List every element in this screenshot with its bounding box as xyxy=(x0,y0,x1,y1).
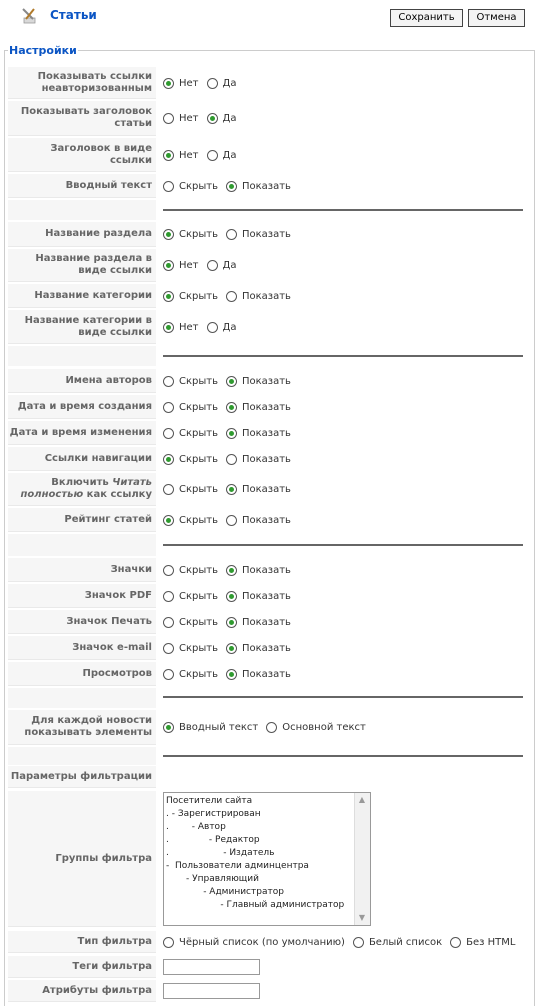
row-label: Теги фильтра xyxy=(8,956,156,978)
option-label: Нет xyxy=(179,113,199,124)
radio-button[interactable] xyxy=(163,428,174,439)
option-label: Показать xyxy=(241,616,291,628)
option-label: Скрыть xyxy=(179,668,218,680)
row-label: Значок Печать xyxy=(8,610,156,634)
option-label: Показать xyxy=(241,427,291,439)
option-show[interactable] xyxy=(226,515,291,526)
option-label: Да xyxy=(222,321,237,333)
option-show[interactable] xyxy=(226,565,291,576)
option-no[interactable] xyxy=(163,322,199,333)
settings-legend: Настройки xyxy=(9,44,77,57)
listbox-option[interactable]: . - Зарегистрирован xyxy=(166,809,261,819)
radio-button[interactable] xyxy=(450,937,461,948)
option-no-html[interactable] xyxy=(450,937,515,948)
radio-button[interactable] xyxy=(207,260,218,271)
option-label: Скрыть xyxy=(179,590,218,602)
row-label: Дата и время создания xyxy=(8,395,156,419)
listbox-option[interactable]: - Администратор xyxy=(166,887,284,897)
option-label: Нет xyxy=(179,149,199,161)
row-nav-links xyxy=(8,446,523,472)
radio-button[interactable] xyxy=(207,78,218,89)
option-hide[interactable] xyxy=(163,291,218,302)
save-button[interactable]: Сохранить xyxy=(390,9,463,27)
listbox-option[interactable]: . - Редактор xyxy=(166,835,260,845)
option-label: Скрыть xyxy=(179,427,218,439)
radio-button[interactable] xyxy=(163,484,174,495)
row-show-title xyxy=(8,100,523,137)
row-icons xyxy=(8,557,523,583)
row-label: Группы фильтра xyxy=(8,791,156,927)
row-label: Имена авторов xyxy=(8,369,156,393)
radio-button[interactable] xyxy=(226,181,237,192)
option-label: Скрыть xyxy=(179,180,218,192)
option-label: Показать xyxy=(241,484,291,495)
radio-button[interactable] xyxy=(226,291,237,302)
row-modified-date xyxy=(8,420,523,446)
readmore-prefix: Включить xyxy=(51,477,113,488)
radio-button[interactable] xyxy=(163,291,174,302)
radio-button[interactable] xyxy=(163,376,174,387)
option-label: Показать xyxy=(241,229,291,240)
scroll-down-icon[interactable]: ▼ xyxy=(358,913,366,922)
filter-attributes-input[interactable] xyxy=(163,983,260,999)
option-label: Да xyxy=(222,260,237,271)
radio-button[interactable] xyxy=(226,643,237,654)
row-filter-type xyxy=(8,930,523,954)
radio-button[interactable] xyxy=(163,617,174,628)
row-label: Ссылки навигации xyxy=(8,447,156,471)
row-title-as-link xyxy=(8,137,523,173)
option-label: Скрыть xyxy=(179,453,218,465)
option-label: Да xyxy=(222,77,237,89)
row-filter-groups xyxy=(8,790,523,928)
readmore-italic: Читать полностью xyxy=(20,477,152,500)
row-author-names xyxy=(8,368,523,394)
option-label: Скрыть xyxy=(179,375,218,387)
option-hide[interactable] xyxy=(163,484,218,495)
option-show[interactable] xyxy=(226,376,291,387)
listbox-option[interactable]: Посетители сайта xyxy=(166,796,253,806)
radio-button[interactable] xyxy=(163,669,174,680)
row-hits xyxy=(8,661,523,687)
option-hide[interactable] xyxy=(163,229,218,240)
radio-button[interactable] xyxy=(163,515,174,526)
row-filter-params xyxy=(8,765,523,789)
option-show[interactable] xyxy=(226,291,291,302)
option-label: Да xyxy=(222,149,237,161)
row-section-name xyxy=(8,221,523,248)
option-show[interactable] xyxy=(226,591,291,602)
filter-tags-input[interactable] xyxy=(163,959,260,975)
option-hide[interactable] xyxy=(163,669,218,680)
option-label: Показать xyxy=(241,290,291,302)
option-label: Скрыть xyxy=(179,514,218,526)
row-rating xyxy=(8,507,523,533)
radio-button[interactable] xyxy=(207,150,218,161)
option-no[interactable] xyxy=(163,113,199,124)
radio-button[interactable] xyxy=(163,78,174,89)
row-label: Показывать заголовок статьи xyxy=(8,101,156,136)
radio-button[interactable] xyxy=(163,150,174,161)
row-label: Значок e-mail xyxy=(8,636,156,660)
option-yes[interactable] xyxy=(207,78,237,89)
option-hide[interactable] xyxy=(163,402,218,413)
option-hide[interactable] xyxy=(163,643,218,654)
radio-button[interactable] xyxy=(226,428,237,439)
option-main-text[interactable] xyxy=(266,722,366,733)
row-intro-text xyxy=(8,173,523,199)
row-category-name xyxy=(8,283,523,309)
option-label: Показать xyxy=(241,401,291,413)
option-hide[interactable] xyxy=(163,376,218,387)
option-whitelist[interactable] xyxy=(353,937,442,948)
radio-button[interactable] xyxy=(163,402,174,413)
option-no[interactable] xyxy=(163,78,199,89)
listbox-option[interactable]: . - Автор xyxy=(166,822,226,832)
radio-button[interactable] xyxy=(163,229,174,240)
radio-button[interactable] xyxy=(163,722,174,733)
radio-button[interactable] xyxy=(226,229,237,240)
option-hide[interactable] xyxy=(163,181,218,192)
option-hide[interactable] xyxy=(163,617,218,628)
option-blacklist[interactable] xyxy=(163,937,345,948)
scrollbar[interactable] xyxy=(354,793,370,925)
separator xyxy=(163,696,523,698)
radio-button[interactable] xyxy=(163,565,174,576)
radio-button[interactable] xyxy=(226,515,237,526)
option-label: Чёрный список (по умолчанию) xyxy=(179,936,345,948)
readmore-suffix: как ссылку xyxy=(83,489,152,500)
option-show[interactable] xyxy=(226,428,291,439)
option-yes[interactable] xyxy=(207,113,237,124)
separator xyxy=(163,755,523,757)
radio-button[interactable] xyxy=(207,113,218,124)
spacer-label xyxy=(8,200,156,220)
row-label: Вводный текст xyxy=(8,174,156,198)
listbox-items xyxy=(166,795,354,912)
option-label: Белый список xyxy=(368,936,443,948)
radio-button[interactable] xyxy=(163,322,174,333)
cancel-button[interactable]: Отмена xyxy=(468,9,525,27)
option-label: Без HTML xyxy=(466,936,516,948)
row-label: Просмотров xyxy=(8,662,156,686)
radio-button[interactable] xyxy=(226,376,237,387)
row-filter-attributes xyxy=(8,979,523,1003)
option-no[interactable] xyxy=(163,150,199,161)
spacer-label xyxy=(8,688,156,708)
option-label: Нет xyxy=(179,321,199,333)
option-label: Скрыть xyxy=(179,401,218,413)
scroll-up-icon[interactable]: ▲ xyxy=(358,795,366,804)
row-label: Заголовок в виде ссылки xyxy=(8,138,156,172)
radio-button[interactable] xyxy=(226,454,237,465)
option-show[interactable] xyxy=(226,669,291,680)
articles-icon xyxy=(20,7,38,25)
option-label: Показать xyxy=(241,514,291,526)
row-label: Дата и время изменения xyxy=(8,421,156,445)
radio-button[interactable] xyxy=(226,669,237,680)
listbox-option[interactable]: . - Издатель xyxy=(166,848,275,858)
radio-button[interactable] xyxy=(226,484,237,495)
page-title: Статьи xyxy=(50,8,97,22)
row-email-icon xyxy=(8,635,523,661)
option-label: Показать xyxy=(241,642,291,654)
option-label: Да xyxy=(222,113,237,124)
option-hide[interactable] xyxy=(163,591,218,602)
option-show[interactable] xyxy=(226,484,291,495)
option-intro-text[interactable] xyxy=(163,722,258,733)
listbox-option[interactable]: - Главный администратор xyxy=(166,900,345,910)
option-label: Скрыть xyxy=(179,642,218,654)
row-show-elements xyxy=(8,709,523,746)
row-label: Название раздела xyxy=(8,222,156,247)
row-label: Значки xyxy=(8,558,156,582)
option-label: Вводный текст xyxy=(179,722,259,733)
radio-button[interactable] xyxy=(163,643,174,654)
listbox-option[interactable]: - Пользователи админцентра xyxy=(166,861,309,871)
option-no[interactable] xyxy=(163,260,199,271)
spacer-label xyxy=(8,534,156,556)
option-label: Основной текст xyxy=(282,722,366,733)
separator xyxy=(163,544,523,546)
option-show[interactable] xyxy=(226,181,291,192)
radio-button[interactable] xyxy=(207,322,218,333)
row-readmore-link xyxy=(8,472,523,507)
option-label: Скрыть xyxy=(179,564,218,576)
option-label: Скрыть xyxy=(179,290,218,302)
radio-button[interactable] xyxy=(163,260,174,271)
radio-button[interactable] xyxy=(163,454,174,465)
row-label: Атрибуты фильтра xyxy=(8,980,156,1002)
row-label: Название раздела в виде ссылки xyxy=(8,249,156,282)
row-label: Название категории в виде ссылки xyxy=(8,310,156,344)
option-show[interactable] xyxy=(226,643,291,654)
option-hide[interactable] xyxy=(163,454,218,465)
option-hide[interactable] xyxy=(163,515,218,526)
option-label: Скрыть xyxy=(179,484,218,495)
row-section-link xyxy=(8,248,523,283)
separator xyxy=(163,209,523,211)
toolbar xyxy=(0,0,541,34)
row-print-icon xyxy=(8,609,523,635)
option-label: Показать xyxy=(241,668,291,680)
row-label: Для каждой новости показывать элементы xyxy=(8,710,156,745)
option-label: Показать xyxy=(241,564,291,576)
option-label: Скрыть xyxy=(179,229,218,240)
option-show[interactable] xyxy=(226,617,291,628)
option-label: Показать xyxy=(241,590,291,602)
option-yes[interactable] xyxy=(207,322,237,333)
option-show[interactable] xyxy=(226,454,291,465)
radio-button[interactable] xyxy=(163,113,174,124)
row-pdf-icon xyxy=(8,583,523,609)
row-label: Название категории xyxy=(8,284,156,308)
option-hide[interactable] xyxy=(163,428,218,439)
radio-button[interactable] xyxy=(266,722,277,733)
option-label: Показать xyxy=(241,180,291,192)
row-category-link xyxy=(8,309,523,345)
option-label: Нет xyxy=(179,77,199,89)
option-label: Скрыть xyxy=(179,616,218,628)
radio-button[interactable] xyxy=(163,591,174,602)
radio-button[interactable] xyxy=(226,591,237,602)
option-show[interactable] xyxy=(226,229,291,240)
option-show[interactable] xyxy=(226,402,291,413)
filter-groups-listbox[interactable] xyxy=(163,792,371,926)
row-label xyxy=(8,473,156,506)
row-label: Значок PDF xyxy=(8,584,156,608)
separator xyxy=(163,355,523,357)
radio-button[interactable] xyxy=(163,937,174,948)
row-filter-tags xyxy=(8,955,523,979)
option-label: Показать xyxy=(241,453,291,465)
radio-button[interactable] xyxy=(226,565,237,576)
option-yes[interactable] xyxy=(207,150,237,161)
option-label: Показать xyxy=(241,375,291,387)
row-label: Тип фильтра xyxy=(8,931,156,953)
spacer-label xyxy=(8,346,156,366)
option-hide[interactable] xyxy=(163,565,218,576)
option-yes[interactable] xyxy=(207,260,237,271)
radio-button[interactable] xyxy=(226,617,237,628)
row-label: Рейтинг статей xyxy=(8,508,156,532)
row-label: Параметры фильтрации xyxy=(8,766,156,788)
row-label: Показывать ссылки неавторизованным xyxy=(8,67,156,99)
radio-button[interactable] xyxy=(226,402,237,413)
listbox-option[interactable]: - Управляющий xyxy=(166,874,259,884)
radio-button[interactable] xyxy=(163,181,174,192)
option-label: Нет xyxy=(179,260,199,271)
spacer-label xyxy=(8,747,156,765)
radio-button[interactable] xyxy=(353,937,364,948)
row-show-unauth-links xyxy=(8,66,523,100)
row-created-date xyxy=(8,394,523,420)
